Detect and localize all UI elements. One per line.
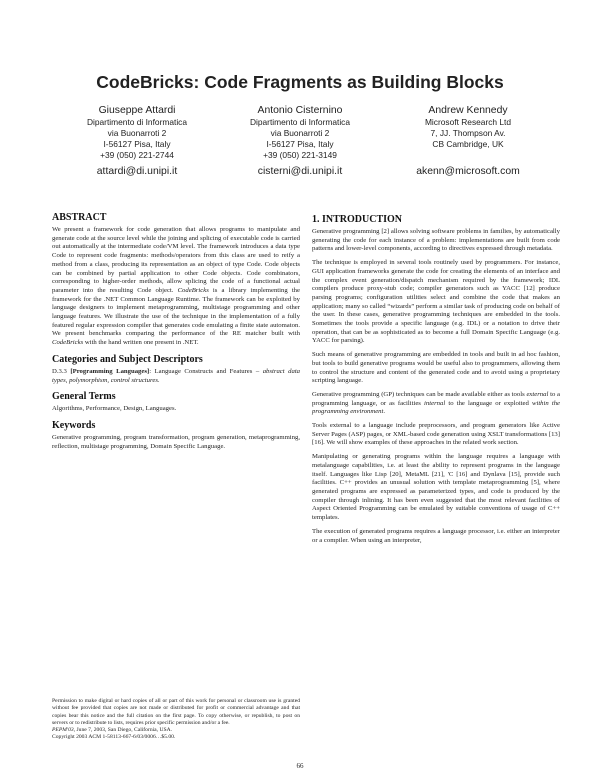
author-name: Giuseppe Attardi xyxy=(98,105,176,116)
author-name: Andrew Kennedy xyxy=(428,105,508,116)
categories-body: D.3.3 [Programming Languages]: Language Constructs and Features – abstract data types, polymorphism, control structures. xyxy=(52,367,301,384)
introduction-heading: 1. INTRODUCTION xyxy=(312,214,403,225)
intro-paragraph: Generative programming (GP) techniques can be made available either as tools external to a programming language, or as facilities internal to the language or exploited within the programming environment. xyxy=(312,390,561,416)
author-email: akenn@microsoft.com xyxy=(416,166,520,177)
abstract-heading: ABSTRACT xyxy=(52,212,107,223)
permission-text: Permission to make digital or hard copies of all or part of this work for personal or classroom use is granted without fee provided that copies are not made or distributed for profit or commercial advantage and that copies bear this notice and the full citation on the first page. To copy otherwise, or republish, to post on servers or to redistribute to lists, requires prior specific permission and/or a fee. xyxy=(52,698,300,726)
venue-line: PEPM'03, June 7, 2003, San Diego, California, USA. xyxy=(52,727,173,734)
copyright-line: Copyright 2003 ACM 1-58113-667-6/03/0006…$5.00. xyxy=(52,734,176,741)
general-terms-heading: General Terms xyxy=(52,391,116,403)
author-phone: +39 (050) 221-2744 xyxy=(100,150,174,160)
author-address: 7, JJ. Thompson Av. xyxy=(430,128,506,138)
intro-paragraph: Tools external to a language include preprocessors, and program generators like Active Server Pages (ASP) pages, or XML-based code generation using XSLT transformations [13][16]. We will show examples of these approaches in the related work section. xyxy=(312,422,560,447)
paper-title: CodeBricks: Code Fragments as Building Blocks xyxy=(96,72,504,92)
author-affiliation: Dipartimento di Informatica xyxy=(86,117,188,127)
author-3 xyxy=(383,104,553,178)
keywords-heading: Keywords xyxy=(52,419,96,431)
categories-heading: Categories and Subject Descriptors xyxy=(52,353,203,365)
author-affiliation: Microsoft Research Ltd xyxy=(424,117,512,127)
intro-paragraph: Generative programming [2] allows solving software problems in families, by automatically generating the code for each instance of a problem: implementations are built from code patterns and lower-level components, according to directives expressed through metadata. xyxy=(312,228,560,253)
author-phone: +39 (050) 221-3149 xyxy=(263,150,337,160)
author-city: I-56127 Pisa, Italy xyxy=(103,139,171,149)
author-address: via Buonarroti 2 xyxy=(270,128,330,138)
intro-paragraph: Such means of generative programming are embedded in tools and built in ad hoc fashion, but tools to build generative programs would be useful also to programmers, allowing them to control the structure and content of the generated code and to avoid using a proprietary scripting language. xyxy=(312,351,560,385)
left-column xyxy=(52,212,300,456)
author-city: I-56127 Pisa, Italy xyxy=(266,139,334,149)
general-terms-body: Algorithms, Performance, Design, Languages. xyxy=(52,405,177,413)
intro-paragraph: The technique is employed in several tools routinely used by programmers. For instance, GUI application frameworks generate the code for creating the elements of an interface and the complex event generation/dispatch mechanism required by the framework; IDL compilers produce proxy-stub code; compiler generators such as YACC [12] produce parsing programs; configuration utilities select and combine the code that makes an application; many so called “wizards” perform a similar task of producing code on behalf of the user. In these cases, generative programming techniques are embedded in the tools. Sometimes the tools provide a specific language (e.g. IDL) or a notation to drive their operation, that can be as sophisticated as to become a full Domain Specific Language (e.g. YACC for parsing). xyxy=(312,259,560,345)
abstract-body: We present a framework for code generation that allows programs to manipulate and generate code at the source level while the joining and splicing of executable code is carried out automatically at the intermediate code/VM level. The framework introduces a data type Code to represent code fragments: methods/operators from this class are used to reify a method from a class, producing its representation as an object of type Code. Code objects can be combined by partial application to other Code objects. Code combinators, corresponding to higher-order methods, allow splicing the code of a functional actual parameter into the resulting Code object. CodeBricks is a library implementing the framework for the .NET Common Language Runtime. The framework can be exploited by language designers to implement metaprogramming, multistage programming and other language features. We illustrate the use of the technique in the implementation of a fully featured regular expression compiler that generates code emulating a finite state automaton. We present benchmarks comparing the performance of the RE matcher built with CodeBricks with the hand written one present in .NET. xyxy=(52,226,300,347)
author-email: cisterni@di.unipi.it xyxy=(257,166,343,177)
author-address: via Buonarroti 2 xyxy=(107,128,167,138)
permission-notice xyxy=(52,698,300,742)
intro-paragraph: Manipulating or generating programs within the language requires a language with metalanguage capabilities, i.e. at least the ability to represent programs in the language itself. Languages like Lisp [20], MetaML [21], 'C [16] and Dynlava [15], provide such facilities. C++ provides an unusual solution with template metaprogramming [5], where generated programs are expressed as parameterized types, and code is produced by the compiler through inlining. It has been even suggested that the most relevant facilities of Aspect Oriented Programming can be emulated by suitable conventions of usage of C++ templates. xyxy=(312,453,560,522)
author-2 xyxy=(215,104,385,178)
intro-paragraph: The execution of generated programs requires a language processor, i.e. either an interpreter or a compiler. When using an interpreter, xyxy=(312,527,560,544)
author-affiliation: Dipartimento di Informatica xyxy=(249,117,351,127)
author-name: Antonio Cisternino xyxy=(257,105,343,116)
author-email: attardi@di.unipi.it xyxy=(96,166,178,177)
keywords-body: Generative programming, program transformation, program generation, metaprogramming, reflection, multistage programming, Domain Specific Language. xyxy=(52,433,300,450)
author-city: CB Cambridge, UK xyxy=(432,139,504,149)
author-1 xyxy=(52,104,222,178)
page-number: 66 xyxy=(296,762,304,770)
right-column xyxy=(312,214,560,550)
